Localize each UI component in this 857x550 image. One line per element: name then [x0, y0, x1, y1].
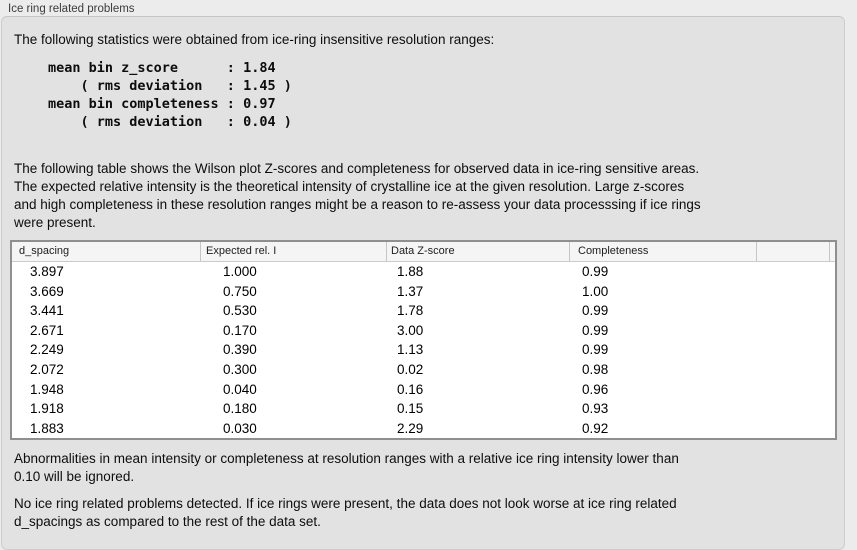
- table-cell: 0.93: [582, 401, 609, 417]
- table-cell: 1.37: [397, 283, 424, 299]
- table-cell: 0.180: [223, 401, 257, 417]
- table-cell: 0.040: [223, 381, 257, 397]
- group-box-label: Ice ring related problems: [8, 3, 135, 15]
- text-line: mean bin z_score : 1.84: [48, 60, 276, 76]
- column-header-d-spacing[interactable]: d_spacing: [12, 242, 201, 261]
- table-cell: 0.99: [582, 303, 609, 319]
- table-cell: 0.390: [223, 342, 257, 358]
- text-line: The expected relative intensity is the theoretical intensity of crystalline ice at the given resolution. Large z-scores: [14, 179, 685, 194]
- text-line: 0.10 will be ignored.: [14, 469, 135, 484]
- table-cell: 3.897: [30, 264, 64, 279]
- table-cell: 2.072: [30, 361, 64, 377]
- table-row[interactable]: [12, 321, 835, 341]
- table-cell: 0.170: [223, 322, 257, 338]
- table-cell: 1.948: [30, 381, 64, 397]
- statistics-block: [48, 59, 292, 131]
- column-header-empty[interactable]: [757, 242, 830, 261]
- table-cell: 0.92: [582, 420, 609, 436]
- intro-text: [14, 31, 494, 49]
- table-row[interactable]: [12, 380, 835, 400]
- table-cell: 1.00: [582, 283, 609, 299]
- text-line: and high completeness in these resolution ranges might be a reason to re-assess your data processsing if ice rings: [14, 197, 701, 212]
- table-cell: 0.15: [397, 401, 424, 417]
- table-cell: 0.98: [582, 361, 609, 377]
- text-line: The following statistics were obtained from ice-ring insensitive resolution ranges:: [14, 32, 495, 47]
- text-line: were present.: [14, 215, 96, 230]
- table-cell: 0.99: [582, 322, 609, 338]
- table-cell: 0.99: [582, 264, 609, 279]
- text-line: d_spacings as compared to the rest of the data set.: [14, 514, 321, 529]
- table-row[interactable]: [12, 282, 835, 302]
- table-cell: 0.750: [223, 283, 257, 299]
- column-header-expected-rel-i[interactable]: Expected rel. I: [201, 242, 387, 261]
- text-line: mean bin completeness : 0.97: [48, 96, 276, 112]
- table-row[interactable]: [12, 340, 835, 360]
- text-line: ( rms deviation : 1.45 ): [48, 78, 292, 94]
- table-row[interactable]: [12, 419, 835, 439]
- table-cell: 0.300: [223, 361, 257, 377]
- ice-ring-table: [10, 240, 837, 440]
- table-cell: 2.671: [30, 322, 64, 338]
- table-cell: 3.441: [30, 303, 64, 319]
- table-body: [12, 262, 835, 438]
- table-cell: 0.96: [582, 381, 609, 397]
- column-header-completeness[interactable]: Completeness: [570, 242, 757, 261]
- table-cell: 1.883: [30, 420, 64, 436]
- table-cell: 0.16: [397, 381, 424, 397]
- table-cell: 0.030: [223, 420, 257, 436]
- ice-ring-panel: [1, 16, 845, 550]
- table-cell: 1.88: [397, 264, 424, 279]
- table-cell: 0.99: [582, 342, 609, 358]
- table-cell: 1.78: [397, 303, 424, 319]
- table-header: [12, 242, 835, 262]
- table-cell: 0.02: [397, 361, 424, 377]
- table-row[interactable]: [12, 360, 835, 380]
- column-header-empty[interactable]: [830, 242, 835, 261]
- table-cell: 1.000: [223, 264, 257, 279]
- text-line: Abnormalities in mean intensity or completeness at resolution ranges with a relative ice ring intensity lower than: [14, 451, 679, 466]
- table-cell: 2.29: [397, 420, 424, 436]
- table-cell: 3.00: [397, 322, 424, 338]
- table-row[interactable]: [12, 301, 835, 321]
- footnote-text: [14, 450, 679, 486]
- table-row[interactable]: [12, 262, 835, 282]
- text-line: The following table shows the Wilson plot Z-scores and completeness for observed data in ice-ring sensitive areas.: [14, 161, 700, 176]
- description-text: [14, 160, 701, 232]
- table-row[interactable]: [12, 399, 835, 419]
- table-cell: 3.669: [30, 283, 64, 299]
- conclusion-text: [14, 495, 677, 531]
- table-cell: 2.249: [30, 342, 64, 358]
- text-line: No ice ring related problems detected. If ice rings were present, the data does not look worse at ice ring related: [14, 496, 677, 511]
- column-header-data-z-score[interactable]: Data Z-score: [387, 242, 570, 261]
- table-cell: 1.918: [30, 401, 64, 417]
- text-line: ( rms deviation : 0.04 ): [48, 114, 292, 130]
- table-cell: 1.13: [397, 342, 424, 358]
- table-cell: 0.530: [223, 303, 257, 319]
